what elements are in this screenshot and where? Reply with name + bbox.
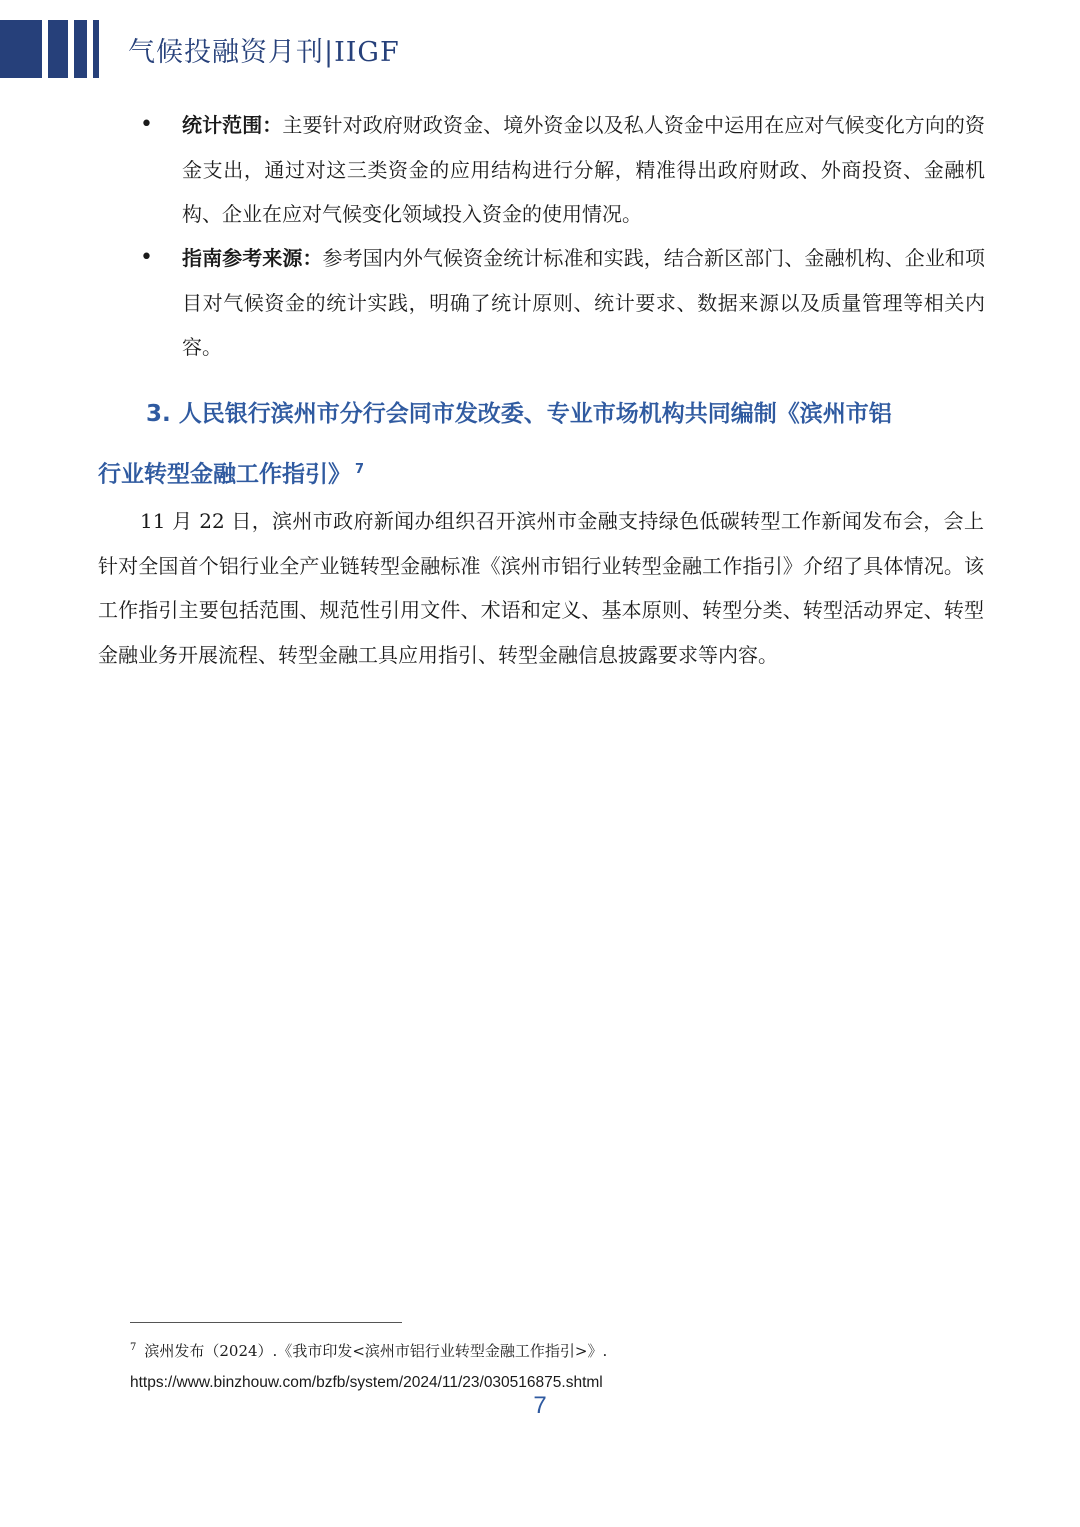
footnote-divider: [130, 1322, 402, 1323]
body-paragraph: 11 月 22 日，滨州市政府新闻办组织召开滨州市金融支持绿色低碳转型工作新闻发布会，会上针对全国首个铝行业全产业链转型金融标准《滨州市铝行业转型金融工作指引》介绍了具体情况。该工作指引主要包括范围、规范性引用文件、术语和定义、基本原则、转型分类、转型活动界定、转型金融业务开展流程、转型金融工具应用指引、转型金融信息披露要求等内容。: [98, 509, 984, 667]
footnote-url-link[interactable]: https://www.binzhouw.com/bzfb/system/2024/11/23/030516875.shtml: [130, 1374, 603, 1391]
bullet-text: [182, 103, 985, 237]
bullet-body: 主要针对政府财政资金、境外资金以及私人资金中运用在应对气候变化方向的资金支出，通过对这三类资金的应用结构进行分解，精准得出政府财政、外商投资、金融机构、企业在应对气候变化领域投入资金的使用情况。: [182, 113, 986, 226]
bullet-label: 统计范围：: [182, 113, 283, 137]
section-heading-line2: 行业转型金融工作指引》: [98, 461, 351, 488]
header-bar: [0, 20, 42, 78]
bullet-dot-icon: •: [140, 112, 153, 137]
section-heading: [98, 386, 988, 503]
bullet-item-statistics-scope: [140, 103, 985, 237]
page-number: 7: [533, 1392, 547, 1419]
publication-title: 气候投融资月刊|IIGF: [128, 37, 400, 68]
bullet-text: [182, 236, 985, 370]
footnote-reference[interactable]: 7: [355, 462, 365, 477]
header-bar: [74, 20, 87, 78]
bullet-label: 指南参考来源：: [182, 246, 323, 270]
header-bar: [48, 20, 68, 78]
section-heading-line1: 3. 人民银行滨州市分行会同市发改委、专业市场机构共同编制《滨州市铝: [146, 401, 892, 427]
footnote-text: 滨州发布（2024）.《我市印发<滨州市铝行业转型金融工作指引>》.: [144, 1342, 608, 1360]
footnote-number: 7: [130, 1342, 137, 1353]
header-bar: [93, 20, 99, 78]
bullet-dot-icon: •: [140, 245, 153, 270]
bullet-body: 参考国内外气候资金统计标准和实践，结合新区部门、金融机构、企业和项目对气候资金的统计实践，明确了统计原则、统计要求、数据来源以及质量管理等相关内容。: [182, 246, 986, 359]
bullet-item-guide-sources: [140, 236, 985, 370]
footnote: [130, 1332, 990, 1398]
